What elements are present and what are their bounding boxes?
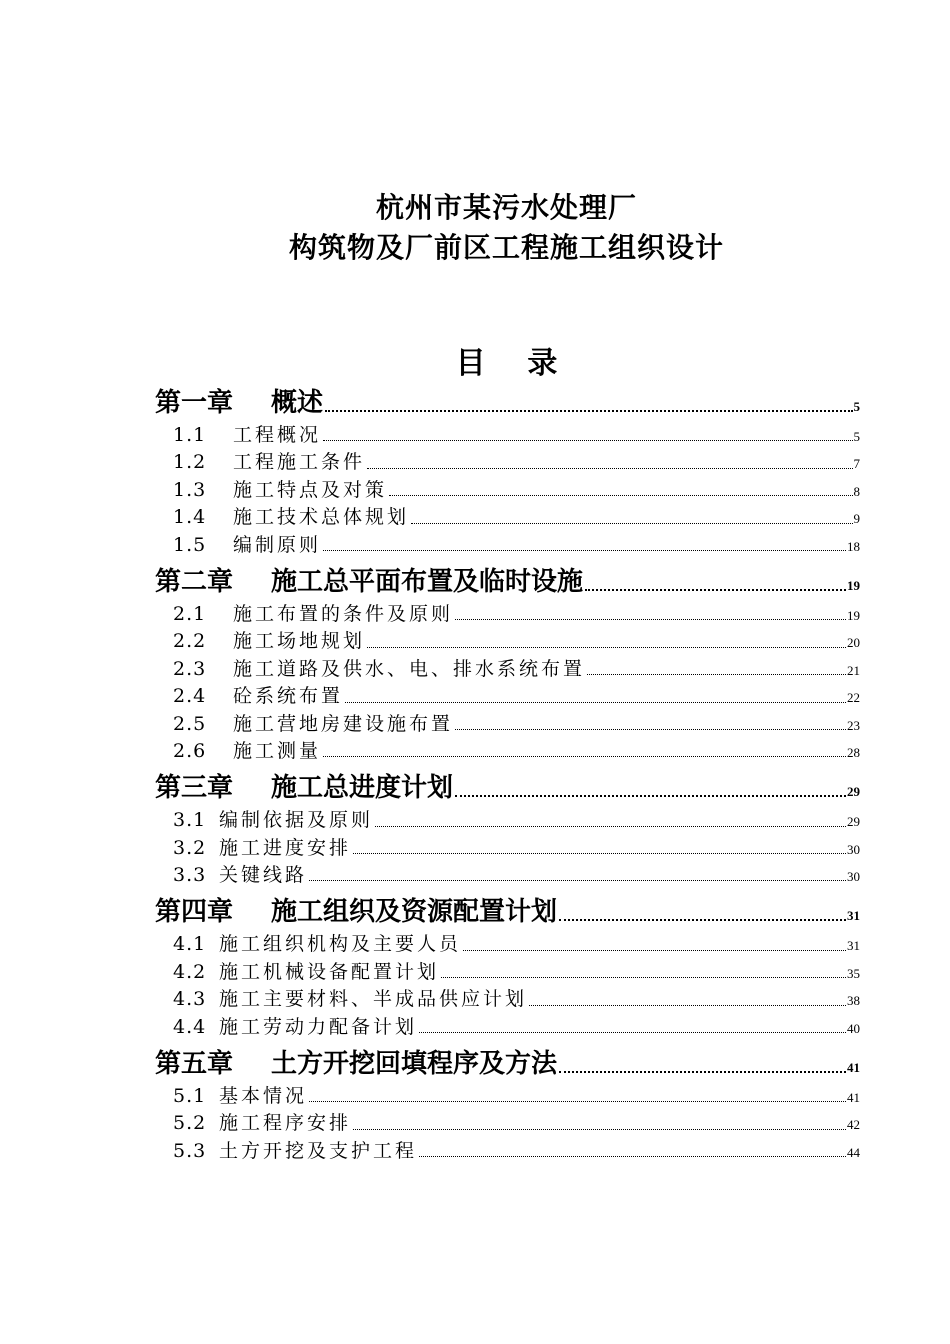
section-number: 1.2 [173, 451, 207, 474]
page-number: 22 [847, 690, 860, 706]
page-number: 40 [847, 1020, 860, 1036]
section-title: 施工场地规划 [233, 630, 366, 653]
toc-section-1-3[interactable] [155, 475, 860, 502]
section-number: 4.2 [173, 960, 207, 983]
section-title: 编制依据及原则 [219, 809, 374, 832]
dot-leader [375, 826, 846, 827]
dot-leader [353, 1129, 846, 1130]
dot-leader [455, 619, 846, 620]
toc-chapter-2[interactable] [155, 561, 860, 599]
section-title: 施工机械设备配置计划 [219, 960, 440, 983]
dot-leader [419, 1156, 846, 1157]
section-title: 土方开挖及支护工程 [219, 1139, 418, 1162]
toc-section-4-2[interactable] [155, 957, 860, 984]
toc-section-3-1[interactable] [155, 805, 860, 832]
chapter-number: 第三章 [155, 773, 234, 804]
section-title: 工程概况 [233, 424, 322, 446]
page-number: 19 [847, 607, 860, 623]
page-number: 9 [853, 511, 860, 527]
section-title: 施工布置的条件及原则 [233, 602, 454, 625]
toc-section-2-6[interactable] [155, 736, 860, 763]
toc-chapter-3[interactable] [155, 767, 860, 805]
section-number: 1.5 [173, 533, 207, 556]
page-number: 30 [847, 841, 860, 857]
section-number: 5.2 [173, 1112, 207, 1135]
dot-leader [323, 440, 852, 441]
section-number: 2.4 [173, 685, 207, 708]
dot-leader [441, 977, 846, 978]
section-number: 2.5 [173, 712, 207, 735]
dot-leader [559, 919, 846, 921]
section-title: 施工程序安排 [219, 1112, 352, 1135]
section-title: 工程施工条件 [233, 451, 366, 474]
toc-section-4-4[interactable] [155, 1012, 860, 1039]
page-number: 44 [847, 1144, 860, 1160]
toc-section-1-4[interactable] [155, 502, 860, 529]
document-title-line-1: 杭州市某污水处理厂 [375, 191, 637, 224]
page-number: 29 [847, 784, 860, 800]
chapter-title: 土方开挖回填程序及方法 [271, 1049, 558, 1080]
section-number: 1.4 [173, 506, 207, 529]
dot-leader [323, 756, 846, 757]
page-number: 28 [847, 744, 860, 760]
section-title: 关键线路 [219, 864, 308, 887]
section-number: 5.1 [173, 1085, 207, 1108]
section-number: 3.1 [173, 809, 207, 832]
toc-chapter-1[interactable] [155, 382, 860, 420]
section-title: 施工进度安排 [219, 836, 352, 859]
toc-section-5-1[interactable] [155, 1081, 860, 1108]
dot-leader [323, 550, 846, 551]
section-title: 砼系统布置 [233, 685, 344, 708]
section-title: 施工道路及供水、电、排水系统布置 [233, 657, 586, 680]
page-number: 38 [847, 993, 860, 1009]
toc-chapter-4[interactable] [155, 891, 860, 929]
page-number: 20 [847, 635, 860, 651]
section-title: 编制原则 [233, 533, 322, 556]
section-number: 4.3 [173, 988, 207, 1011]
chapter-number: 第四章 [155, 897, 234, 928]
section-title: 施工劳动力配备计划 [219, 1015, 418, 1038]
section-number: 4.1 [173, 933, 207, 956]
page-number: 35 [847, 965, 860, 981]
page-number: 42 [847, 1117, 860, 1133]
page-number: 18 [847, 538, 860, 554]
dot-leader [309, 1101, 846, 1102]
section-title: 基本情况 [219, 1085, 308, 1108]
toc-section-1-2[interactable] [155, 447, 860, 474]
document-title-line-2: 构筑物及厂前区工程施工组织设计 [288, 231, 724, 264]
toc-section-4-3[interactable] [155, 984, 860, 1011]
dot-leader [419, 1032, 846, 1033]
dot-leader [345, 702, 846, 703]
chapter-title: 施工总进度计划 [271, 773, 454, 804]
section-title: 施工营地房建设施布置 [233, 712, 454, 735]
dot-leader [411, 523, 852, 524]
toc-section-2-1[interactable] [155, 599, 860, 626]
dot-leader [325, 410, 852, 412]
toc-section-4-1[interactable] [155, 929, 860, 956]
section-title: 施工技术总体规划 [233, 506, 410, 529]
toc-section-5-2[interactable] [155, 1108, 860, 1135]
page-number: 41 [847, 1090, 860, 1106]
page-number: 7 [853, 456, 860, 472]
section-title: 施工测量 [233, 739, 322, 762]
toc-section-1-1[interactable] [155, 420, 860, 447]
page-number: 29 [847, 814, 860, 830]
page-number: 21 [847, 662, 860, 678]
toc-section-1-5[interactable] [155, 530, 860, 557]
page-number: 31 [847, 938, 860, 954]
section-title: 施工组织机构及主要人员 [219, 933, 462, 956]
toc-chapter-5[interactable] [155, 1043, 860, 1081]
section-number: 1.3 [173, 478, 207, 501]
section-number: 2.6 [173, 739, 207, 762]
page-number: 41 [847, 1060, 860, 1076]
dot-leader [367, 468, 852, 469]
section-number: 2.3 [173, 657, 207, 680]
toc-section-2-2[interactable] [155, 626, 860, 653]
dot-leader [389, 495, 852, 496]
page-number: 5 [853, 429, 860, 444]
dot-leader [529, 1005, 846, 1006]
section-number: 3.2 [173, 836, 207, 859]
section-number: 1.1 [173, 424, 207, 446]
toc-section-2-3[interactable] [155, 654, 860, 681]
chapter-title: 施工组织及资源配置计划 [271, 897, 558, 928]
toc-section-2-4[interactable] [155, 681, 860, 708]
section-number: 4.4 [173, 1015, 207, 1038]
toc-heading: 目 录 [455, 346, 558, 381]
page-number: 19 [847, 577, 860, 593]
page-number: 23 [847, 717, 860, 733]
chapter-number: 第五章 [155, 1049, 234, 1080]
toc-section-3-2[interactable] [155, 833, 860, 860]
dot-leader [455, 795, 846, 797]
toc-section-5-3[interactable] [155, 1136, 860, 1163]
dot-leader [309, 880, 846, 881]
chapter-number: 第二章 [155, 566, 234, 597]
dot-leader [587, 674, 846, 675]
section-number: 2.1 [173, 602, 207, 625]
toc-section-2-5[interactable] [155, 709, 860, 736]
dot-leader [559, 1071, 846, 1073]
page-number: 5 [853, 399, 860, 414]
page-number: 8 [853, 483, 860, 499]
section-title: 施工主要材料、半成品供应计划 [219, 988, 528, 1011]
table-of-contents [155, 378, 860, 1163]
dot-leader [367, 647, 846, 648]
dot-leader [353, 853, 846, 854]
chapter-title: 施工总平面布置及临时设施 [271, 566, 584, 597]
chapter-number: 第一章 [155, 388, 234, 418]
section-number: 2.2 [173, 630, 207, 653]
chapter-title: 概述 [271, 388, 324, 418]
dot-leader [455, 729, 846, 730]
dot-leader [463, 950, 846, 951]
section-title: 施工特点及对策 [233, 478, 388, 501]
section-number: 5.3 [173, 1139, 207, 1162]
section-number: 3.3 [173, 864, 207, 887]
page-number: 31 [847, 908, 860, 924]
toc-section-3-3[interactable] [155, 860, 860, 887]
dot-leader [585, 589, 846, 591]
page-number: 30 [847, 869, 860, 885]
